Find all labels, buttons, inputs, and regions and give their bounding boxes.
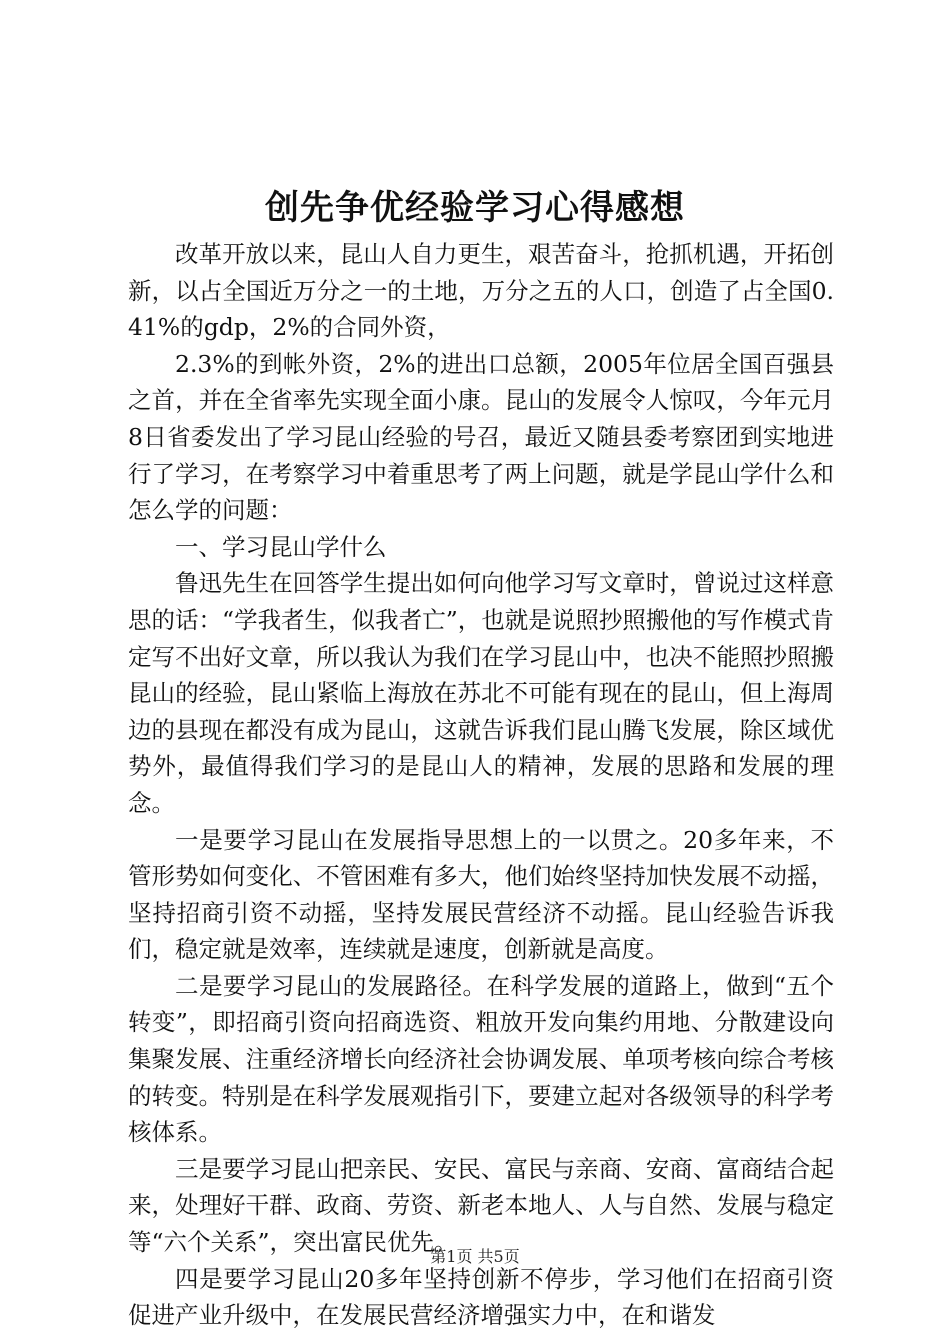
paragraph-6: 三是要学习昆山把亲民、安民、富民与亲商、安商、富商结合起来，处理好干群、政商、劳资、新老本地人、人与自然、发展与稳定等“六个关系”，突出富民优先。 [128,1154,834,1257]
paragraph-2: 2.3%的到帐外资，2%的进出口总额，2005年位居全国百强县之首，并在全省率先实现全面小康。昆山的发展令人惊叹，今年元月8日省委发出了学习昆山经验的号召，最近又随县委考察团到实地进行了学习，在考察学习中着重思考了两上问题，就是学昆山学什么和怎么学的问题： [128,349,834,525]
document-body [128,236,834,1334]
paragraph-3: 鲁迅先生在回答学生提出如何向他学习写文章时，曾说过这样意思的话：“学我者生，似我者亡”，也就是说照抄照搬他的写作模式肯定写不出好文章，所以我认为我们在学习昆山中，也决不能照抄照搬昆山的经验，昆山紧临上海放在苏北不可能有现在的昆山，但上海周边的县现在都没有成为昆山，这就告诉我们昆山腾飞发展，除区域优势外，最值得我们学习的是昆山人的精神，发展的思路和发展的理念。 [128,569,834,817]
paragraph-5: 二是要学习昆山的发展路径。在科学发展的道路上，做到“五个转变”，即招商引资向招商选资、粗放开发向集约用地、分散建设向集聚发展、注重经济增长向经济社会协调发展、单项考核向综合考核的转变。特别是在科学发展观指引下，要建立起对各级领导的科学考核体系。 [128,971,834,1147]
section-heading-1: 一、学习昆山学什么 [175,532,387,561]
page-number-footer: 第1页 共5页 [430,1247,520,1266]
paragraph-7: 四是要学习昆山20多年坚持创新不停步，学习他们在招商引资促进产业升级中，在发展民营经济增强实力中，在和谐发 [128,1264,834,1330]
paragraph-1: 改革开放以来，昆山人自力更生，艰苦奋斗，抢抓机遇，开拓创新，以占全国近万分之一的土地，万分之五的人口，创造了占全国0.41%的gdp，2%的合同外资， [128,240,834,342]
document-title: 创先争优经验学习心得感想 [265,188,685,228]
paragraph-4: 一是要学习昆山在发展指导思想上的一以贯之。20多年来，不管形势如何变化、不管困难有多大，他们始终坚持加快发展不动摇，坚持招商引资不动摇，坚持发展民营经济不动摇。昆山经验告诉我们，稳定就是效率，连续就是速度，创新就是高度。 [128,825,834,964]
